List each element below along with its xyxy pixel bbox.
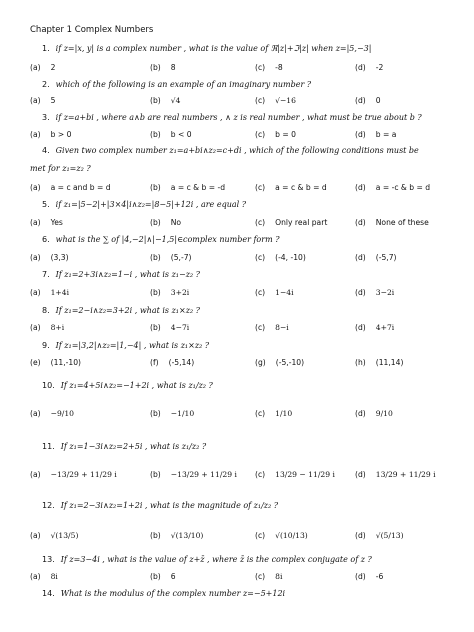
option-11c[interactable]: (c) 13/29 − 11/29 i (255, 470, 335, 479)
option-8c[interactable]: (c) 8−i (255, 323, 289, 332)
option-6c[interactable]: (c) (-4, -10) (255, 253, 306, 262)
option-9f[interactable]: (f) (-5,14) (150, 358, 195, 367)
option-1a[interactable]: (a) 2 (30, 63, 56, 72)
question-6: 6. what is the ∑ of |4,−2|∧|−1,5|∈complex number form ? (42, 235, 280, 244)
option-5b[interactable]: (b) No (150, 218, 182, 227)
option-3c[interactable]: (c) b = 0 (255, 130, 296, 139)
option-10b[interactable]: (b) −1/10 (150, 409, 195, 418)
question-12: 12. If z₁=2−3i∧z₂=1+2i , what is the magnitude of z₁/z₂ ? (42, 501, 279, 510)
question-2: 2. which of the following is an example of an imaginary number ? (42, 80, 312, 89)
question-10: 10. If z₁=4+5i∧z₂=−1+2i , what is z₁/z₂ ? (42, 381, 213, 390)
option-3b[interactable]: (b) b < 0 (150, 130, 192, 139)
question-text: if z=|x, y| is a complex number , what is the value of ℜ|z|+ℑ|z| when z=|5,−3| (55, 44, 372, 53)
option-4b[interactable]: (b) a = c & b = -d (150, 183, 226, 192)
option-9e[interactable]: (e) (11,-10) (30, 358, 82, 367)
option-11d[interactable]: (d) 13/29 + 11/29 i (355, 470, 436, 479)
question-11: 11. If z₁=1−3i∧z₂=2+5i , what is z₁/z₂ ? (42, 442, 207, 451)
page-title: Chapter 1 Complex Numbers (30, 25, 154, 35)
option-5a[interactable]: (a) Yes (30, 218, 63, 227)
option-7a[interactable]: (a) 1+4i (30, 288, 70, 297)
option-4a[interactable]: (a) a = c and b = d (30, 183, 111, 192)
option-7b[interactable]: (b) 3+2i (150, 288, 190, 297)
option-12c[interactable]: (c) √(10/13) (255, 531, 308, 540)
option-3a[interactable]: (a) b > 0 (30, 130, 72, 139)
question-14: 14. What is the modulus of the complex number z=−5+12i (42, 589, 286, 598)
option-10c[interactable]: (c) 1/10 (255, 409, 293, 418)
option-5d[interactable]: (d) None of these (355, 218, 429, 227)
option-3d[interactable]: (d) b = a (355, 130, 397, 139)
option-8b[interactable]: (b) 4−7i (150, 323, 190, 332)
question-5: 5. if z₁=|5−2|+|3×4|i∧z₂=|8−5|+12i , are equal ? (42, 200, 246, 209)
option-2a[interactable]: (a) 5 (30, 96, 56, 105)
option-13b[interactable]: (b) 6 (150, 572, 176, 581)
option-4c[interactable]: (c) a = c & b = d (255, 183, 327, 192)
option-7c[interactable]: (c) 1−4i (255, 288, 294, 297)
option-9g[interactable]: (g) (-5,-10) (255, 358, 305, 367)
question-4-continuation: met for z₁=z₂ ? (30, 164, 91, 173)
question-8: 8. If z₁=2−i∧z₂=3+2i , what is z₁×z₂ ? (42, 306, 200, 315)
option-13c[interactable]: (c) 8i (255, 572, 283, 581)
option-1b[interactable]: (b) 8 (150, 63, 176, 72)
question-13: 13. If z=3−4i , what is the value of z+z̄ , where z̄ is the complex conjugate of z ? (42, 555, 372, 564)
option-11b[interactable]: (b) −13/29 + 11/29 i (150, 470, 237, 479)
option-13a[interactable]: (a) 8i (30, 572, 58, 581)
option-1c[interactable]: (c) -8 (255, 63, 283, 72)
question-3: 3. if z=a+bi , where a∧b are real numbers , ∧ z is real number , what must be true about b ? (42, 113, 422, 122)
option-12a[interactable]: (a) √(13/5) (30, 531, 79, 540)
option-11a[interactable]: (a) −13/29 + 11/29 i (30, 470, 117, 479)
option-4d[interactable]: (d) a = -c & b = d (355, 183, 431, 192)
option-6a[interactable]: (a) (3,3) (30, 253, 69, 262)
question-7: 7. If z₁=2+3i∧z₂=1−i , what is z₁−z₂ ? (42, 270, 200, 279)
question-1 (42, 44, 371, 53)
question-4: 4. Given two complex number z₁=a+bi∧z₂=c+di , which of the following conditions must be (42, 146, 419, 155)
option-6d[interactable]: (d) (-5,7) (355, 253, 397, 262)
question-9: 9. If z₁=|3,2|∧z₂=|1,−4| , what is z₁×z₂ ? (42, 341, 210, 350)
option-10a[interactable]: (a) −9/10 (30, 409, 75, 418)
option-2d[interactable]: (d) 0 (355, 96, 381, 105)
question-number: 1. (42, 44, 50, 53)
option-13d[interactable]: (d) -6 (355, 572, 384, 581)
option-2c[interactable]: (c) √−16 (255, 96, 296, 105)
option-7d[interactable]: (d) 3−2i (355, 288, 395, 297)
option-1d[interactable]: (d) -2 (355, 63, 384, 72)
option-12d[interactable]: (d) √(5/13) (355, 531, 404, 540)
option-9h[interactable]: (h) (11,14) (355, 358, 404, 367)
option-10d[interactable]: (d) 9/10 (355, 409, 393, 418)
option-8a[interactable]: (a) 8+i (30, 323, 65, 332)
option-5c[interactable]: (c) Only real part (255, 218, 328, 227)
option-8d[interactable]: (d) 4+7i (355, 323, 395, 332)
option-12b[interactable]: (b) √(13/10) (150, 531, 204, 540)
option-6b[interactable]: (b) (5,-7) (150, 253, 192, 262)
option-2b[interactable]: (b) √4 (150, 96, 181, 105)
